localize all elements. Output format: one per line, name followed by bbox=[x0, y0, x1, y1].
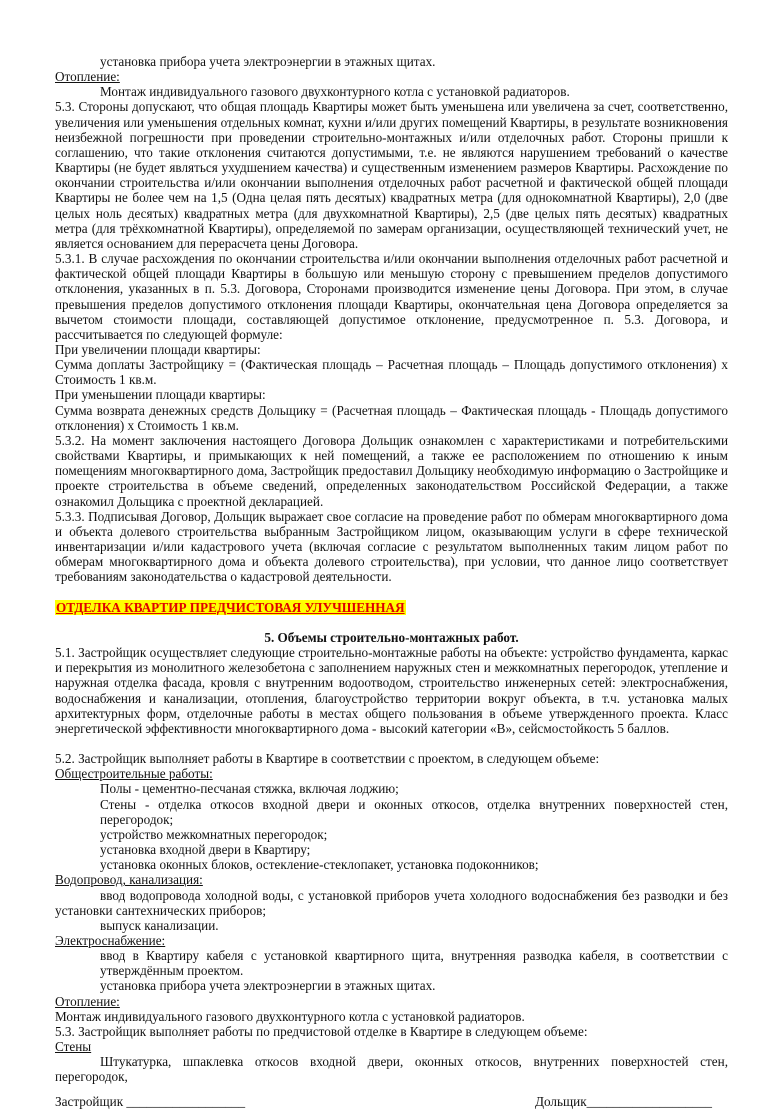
paragraph: 5.3.1. В случае расхождения по окончании строительства и/или окончании выполнения отделочных работ расчетной и фактической общей площади Квартиры в большую или меньшую сторону с превышением пределов допустимого отклонения, указанных в п. 5.3. Договора, Сторонами производится изменение цены Договора. При этом, в случае превышения пределов допустимого отклонения площади Квартиры, окончательная цена Договора определяется за вычетом стоимости площади, составляющей допустимое отклонение, предусмотренное п. 5.3. Договора, и рассчитывается по следующей формуле: bbox=[55, 251, 728, 342]
highlighted-heading: ОТДЕЛКА КВАРТИР ПРЕДЧИСТОВАЯ УЛУЧШЕННАЯ bbox=[56, 599, 405, 615]
first-line-indented-paragraph: Штукатурка, шпаклевка откосов входной двери, оконных откосов, внутренних поверхностей стен, перегородок, bbox=[55, 1054, 728, 1085]
paragraph: 5.3. Стороны допускают, что общая площадь Квартиры может быть уменьшена или увеличена за счет, соответственно, увеличения или уменьшения отдельных комнат, кухни и/или других помещений Квартиры, в результате возникновения неизбежной погрешности при проведении строительно-монтажных и/или отделочных работ. Стороны пришли к соглашению, что такие отклонения считаются допустимыми, т.е. не являются нарушением требований о качестве Квартиры (не будет являться ухудшением качества) и существенным изменением размеров Квартиры. Расхождение по окончании строительства и/или окончании выполнения отделочных работ расчетной и фактической общей площади Квартиры не более чем на 1,5 (Одна целая пять десятых) квадратных метра (для однокомнатной Квартиры), 2,0 (две целых ноль десятых) квадратных метра (для двухкомнатной Квартиры), 2,5 (две целых пять десятых) квадратных метра (для трёхкомнатной Квартиры), определяемой по замерам организации, осуществляющей технический учет, не является основанием для перерасчета цены Договора. bbox=[55, 99, 728, 251]
indented-paragraph: ввод в Квартиру кабеля с установкой квартирного щита, внутренняя разводка кабеля, в соответствии с утверждённым проектом. bbox=[100, 948, 728, 979]
paragraph: 5.3.2. На момент заключения настоящего Договора Дольщик ознакомлен с характеристиками и потребительскими свойствами Квартиры, и примыкающих к ней помещений, а также ее расположением по отношению к иным помещениям многоквартирного дома, Застройщик предоставил Дольщику необходимую информацию о Застройщике и проекте строительства в объеме сведений, определенных законодательством Российской Федерации, а также ознакомил Дольщика с проектной декларацией. bbox=[55, 432, 728, 509]
paragraph: Монтаж индивидуального газового двухконтурного котла с установкой радиаторов. bbox=[55, 1008, 525, 1024]
section-title: 5. Объемы строительно-монтажных работ. bbox=[264, 629, 519, 645]
subsection-heading: Отопление: bbox=[55, 993, 120, 1009]
paragraph: 5.2. Застройщик выполняет работы в Квартире в соответствии с проектом, в следующем объеме: bbox=[55, 751, 600, 767]
highlighted-heading-row bbox=[55, 600, 728, 615]
indented-paragraph: установка оконных блоков, остекление-стеклопакет, установка подоконников; bbox=[100, 857, 539, 873]
first-line-indented-paragraph: ввод водопровода холодной воды, с установкой приборов учета холодного водоснабжения без разводки и без установки сантехнических приборов; bbox=[55, 887, 728, 918]
paragraph: При увеличении площади квартиры: bbox=[55, 341, 261, 357]
indented-paragraph: выпуск канализации. bbox=[100, 917, 219, 933]
paragraph: 5.1. Застройщик осуществляет следующие строительно-монтажные работы на объекте: устройство фундамента, каркас и перекрытия из монолитного железобетона с заполнением наружных стен и межкомнатных перегородок, утепление и наружная отделка фасада, кровля с внутренним водоотводом, строительство инженерных сетей: электроснабжения, водоснабжения и канализации, отопления, благоустройство территории вокруг объекта, в т.ч. установка малых архитектурных форм, отделочные работы в местах общего пользования в объеме утвержденного проекта. Класс энергетической эффективности многоквартирного дома - высокий категории «В», сейсмостойкость 5 баллов. bbox=[55, 645, 728, 736]
paragraph: 5.3. Застройщик выполняет работы по предчистовой отделке в Квартире в следующем объеме: bbox=[55, 1023, 588, 1039]
indented-paragraph: установка прибора учета электроэнергии в этажных щитах. bbox=[100, 54, 436, 69]
paragraph: Сумма возврата денежных средств Дольщику = (Расчетная площадь – Фактическая площадь - Площадь допустимого отклонения) х Стоимость 1 кв.м. bbox=[55, 402, 728, 433]
shareholder-signature-line: Дольщик___________________ bbox=[535, 1093, 712, 1109]
indented-paragraph: Полы - цементно-песчаная стяжка, включая лоджию; bbox=[100, 781, 399, 797]
subsection-heading: Отопление: bbox=[55, 69, 120, 85]
developer-signature-line: Застройщик __________________ bbox=[55, 1093, 246, 1109]
subsection-heading: Стены bbox=[55, 1039, 92, 1055]
document-body bbox=[55, 54, 728, 1085]
blank-line bbox=[55, 584, 728, 599]
subsection-heading: Общестроительные работы: bbox=[55, 766, 213, 782]
paragraph: При уменьшении площади квартиры: bbox=[55, 387, 266, 403]
blank-line bbox=[55, 736, 728, 751]
indented-paragraph: Стены - отделка откосов входной двери и оконных откосов, отделка внутренних поверхностей стен, перегородок; bbox=[100, 796, 728, 827]
indented-paragraph: установка прибора учета электроэнергии в этажных щитах. bbox=[100, 978, 436, 994]
paragraph: 5.3.3. Подписывая Договор, Дольщик выражает свое согласие на проведение работ по обмерам многоквартирного дома и объекта долевого строительства выбранным Застройщиком лицом, оказывающим услуги в сфере технической инвентаризации и/или кадастрового учета (включая согласие с результатом выполненных таким лицом работ по обмерам многоквартирного дома и объекта долевого строительства), при условии, что данное лицо соответствует требованиям законодательства о кадастровой деятельности. bbox=[55, 508, 728, 585]
blank-line bbox=[55, 615, 728, 630]
subsection-heading: Водопровод, канализация: bbox=[55, 872, 203, 888]
indented-paragraph: устройство межкомнатных перегородок; bbox=[100, 826, 328, 842]
paragraph: Сумма доплаты Застройщику = (Фактическая площадь – Расчетная площадь – Площадь допустимого отклонения) х Стоимость 1 кв.м. bbox=[55, 357, 728, 388]
indented-paragraph: установка входной двери в Квартиру; bbox=[100, 842, 311, 858]
subsection-heading: Электроснабжение: bbox=[55, 933, 166, 949]
indented-paragraph: Монтаж индивидуального газового двухконтурного котла с установкой радиаторов. bbox=[100, 84, 570, 100]
signature-footer bbox=[55, 1094, 728, 1112]
